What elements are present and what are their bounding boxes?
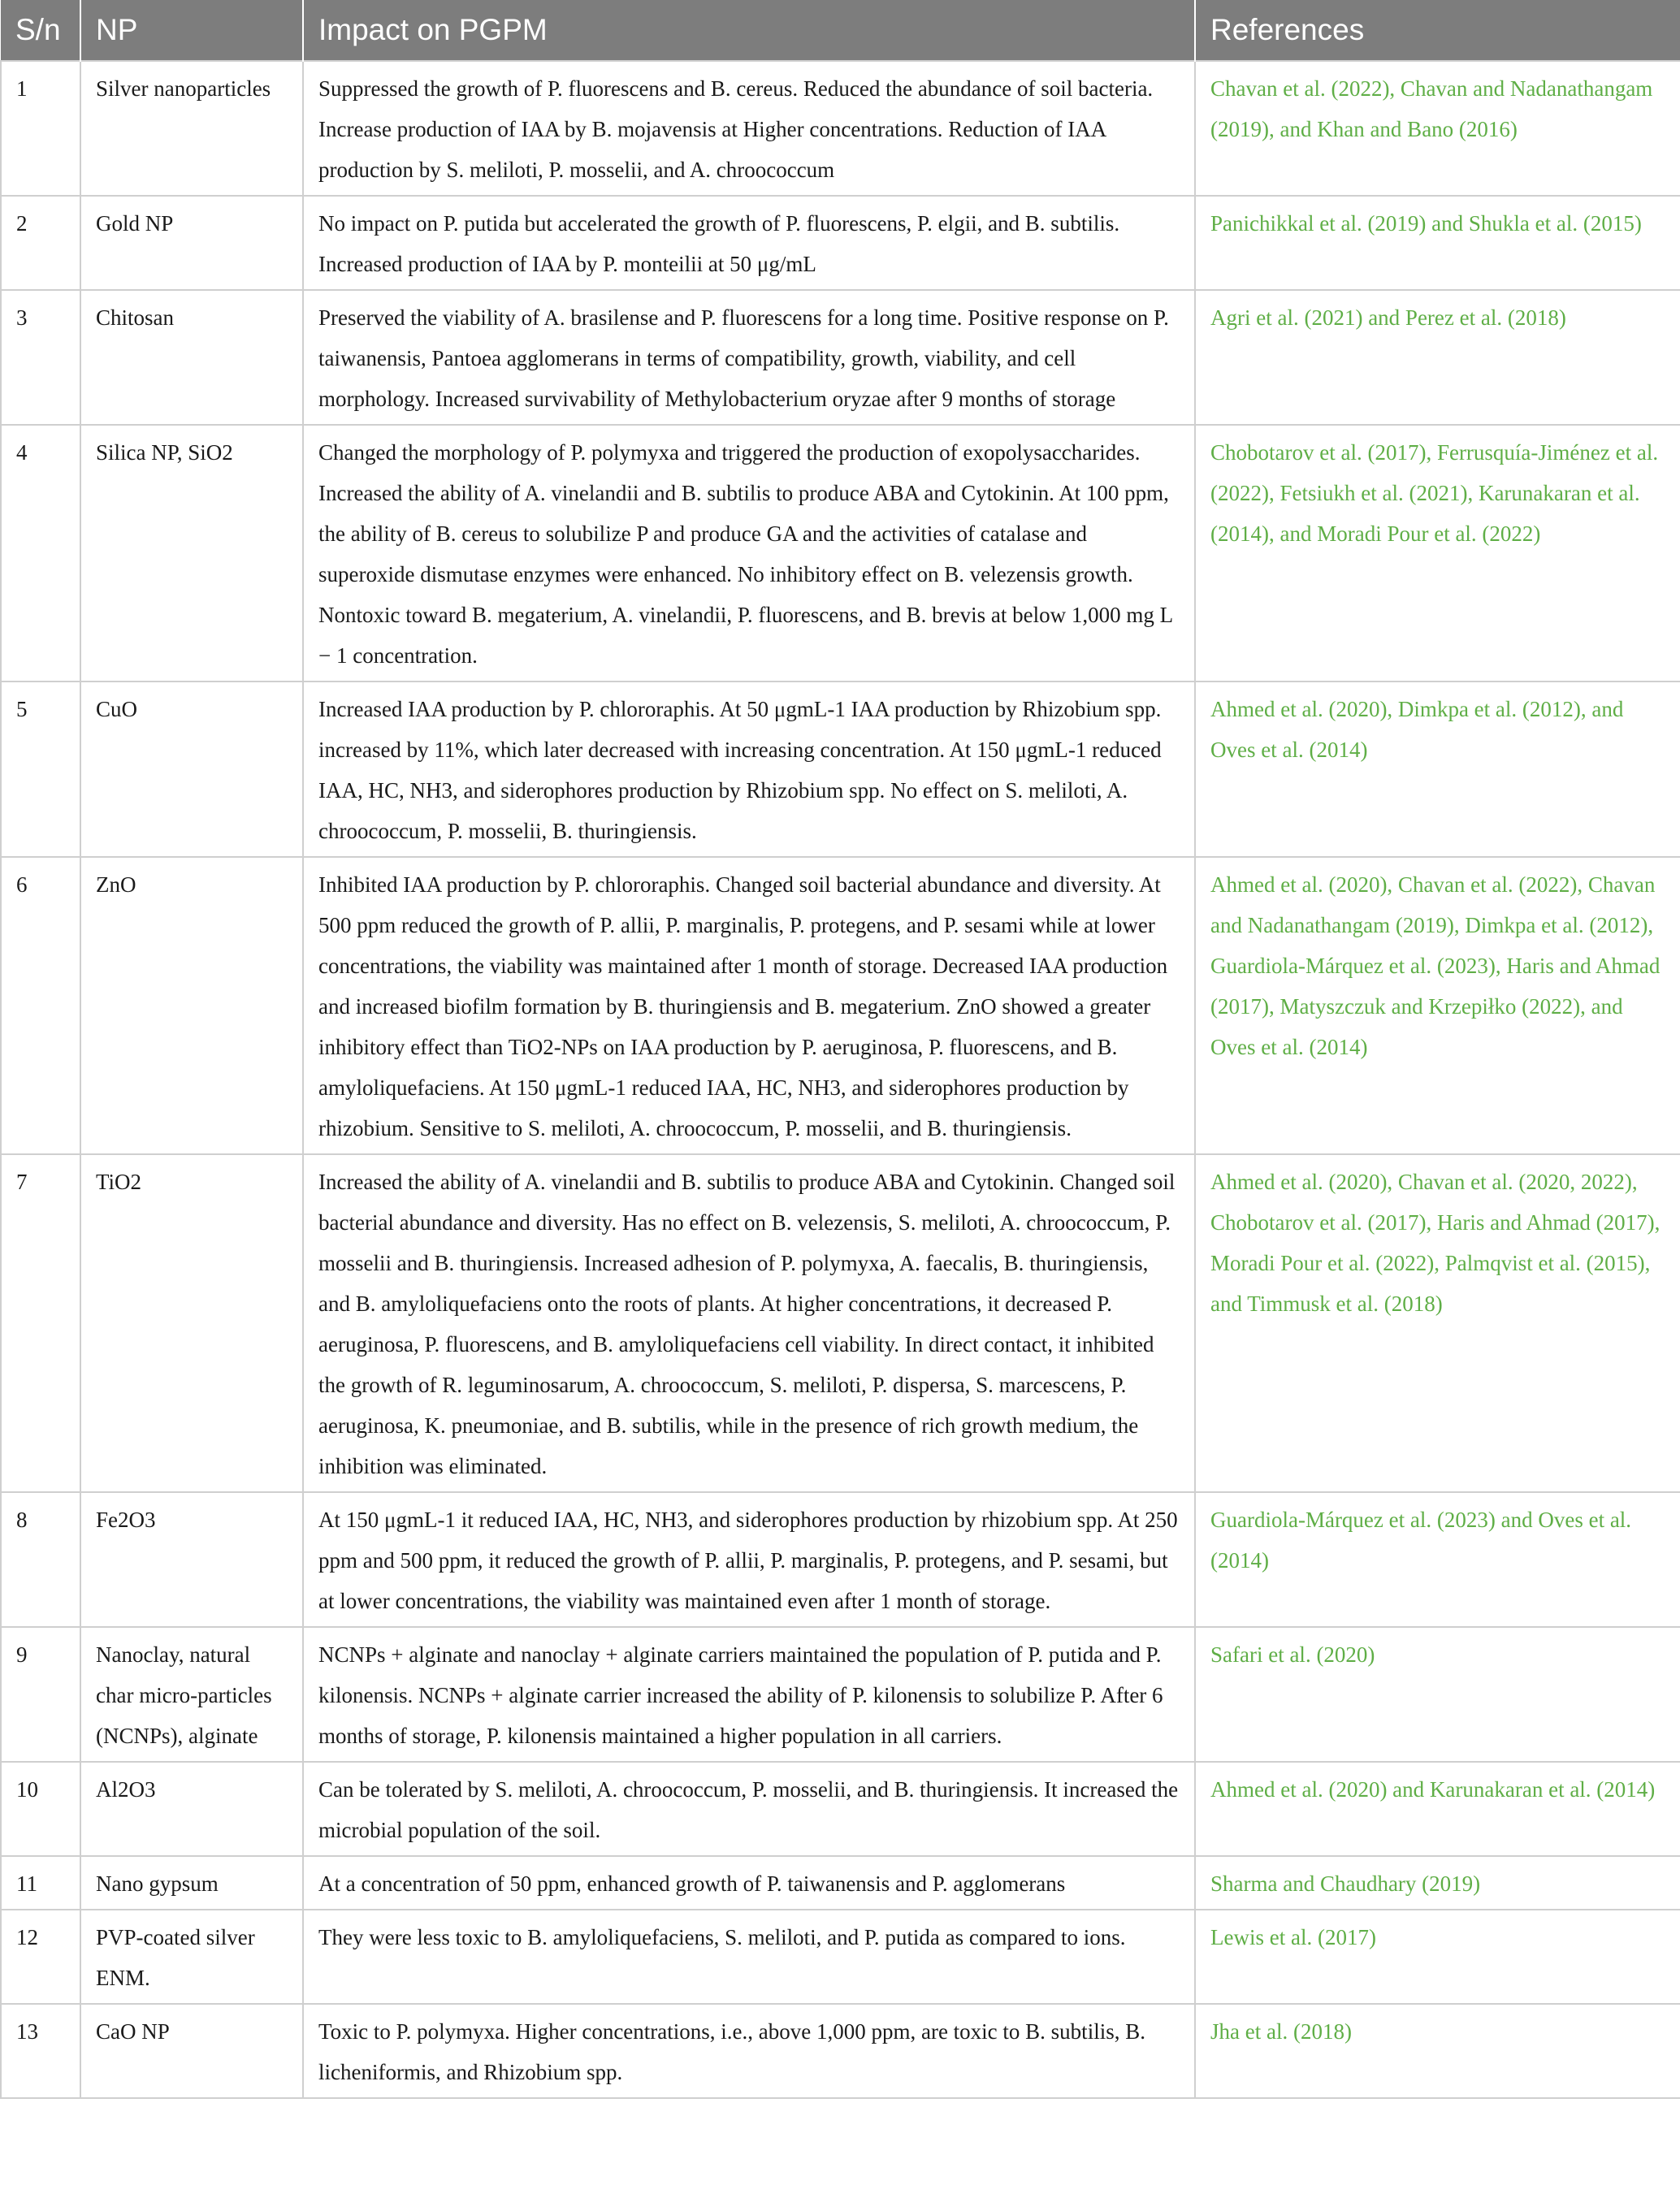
table-row [1, 1856, 1680, 1910]
cell-impact: NCNPs + alginate and nanoclay + alginate carriers maintained the population of P. putida and P. kilonensis. NCNPs + alginate carrier increased the ability of P. kilonensis to solubilize P. After 6 months of storage, P. kilonensis maintained a higher population in all carriers. [303, 1627, 1195, 1762]
cell-np: Al2O3 [80, 1762, 303, 1856]
table-row [1, 1154, 1680, 1492]
table-row [1, 2004, 1680, 2098]
cell-references[interactable]: Agri et al. (2021) and Perez et al. (2018) [1195, 290, 1680, 425]
table-row [1, 425, 1680, 681]
cell-sn: 11 [1, 1856, 80, 1910]
table-row [1, 1492, 1680, 1627]
cell-impact: No impact on P. putida but accelerated the growth of P. fluorescens, P. elgii, and B. subtilis. Increased production of IAA by P. monteilii at 50 μg/mL [303, 196, 1195, 290]
table-row [1, 1627, 1680, 1762]
cell-np: ZnO [80, 857, 303, 1154]
cell-sn: 13 [1, 2004, 80, 2098]
cell-np: TiO2 [80, 1154, 303, 1492]
cell-references[interactable]: Ahmed et al. (2020), Chavan et al. (2022), Chavan and Nadanathangam (2019), Dimkpa et al. (2012), Guardiola-Márquez et al. (2023), Haris and Ahmad (2017), Matyszczuk and Krzepiłko (2022), and Oves et al. (2014) [1195, 857, 1680, 1154]
cell-impact: Inhibited IAA production by P. chlororaphis. Changed soil bacterial abundance and diversity. At 500 ppm reduced the growth of P. allii, P. marginalis, P. protegens, and P. sesami while at lower concentrations, the viability was maintained after 1 month of storage. Decreased IAA production and increased biofilm formation by B. thuringiensis and B. megaterium. ZnO showed a greater inhibitory effect than TiO2-NPs on IAA production by P. aeruginosa, P. fluorescens, and B. amyloliquefaciens. At 150 μgmL-1 reduced IAA, HC, NH3, and siderophores production by rhizobium. Sensitive to S. meliloti, A. chroococcum, P. mosselii, and B. thuringiensis. [303, 857, 1195, 1154]
cell-sn: 3 [1, 290, 80, 425]
cell-np: Chitosan [80, 290, 303, 425]
cell-impact: Suppressed the growth of P. fluorescens and B. cereus. Reduced the abundance of soil bacteria. Increase production of IAA by B. mojavensis at Higher concentrations. Reduction of IAA production by S. meliloti, P. mosselii, and A. chroococcum [303, 61, 1195, 196]
cell-references[interactable]: Guardiola-Márquez et al. (2023) and Oves et al. (2014) [1195, 1492, 1680, 1627]
cell-np: Gold NP [80, 196, 303, 290]
cell-sn: 9 [1, 1627, 80, 1762]
table-row [1, 681, 1680, 857]
cell-impact: They were less toxic to B. amyloliquefaciens, S. meliloti, and P. putida as compared to ions. [303, 1910, 1195, 2004]
table-row [1, 196, 1680, 290]
header-np: NP [80, 0, 303, 61]
cell-np: CaO NP [80, 2004, 303, 2098]
cell-impact: Can be tolerated by S. meliloti, A. chroococcum, P. mosselii, and B. thuringiensis. It increased the microbial population of the soil. [303, 1762, 1195, 1856]
cell-references[interactable]: Chavan et al. (2022), Chavan and Nadanathangam (2019), and Khan and Bano (2016) [1195, 61, 1680, 196]
cell-sn: 4 [1, 425, 80, 681]
cell-np: CuO [80, 681, 303, 857]
table-header-row [1, 0, 1680, 61]
cell-references[interactable]: Panichikkal et al. (2019) and Shukla et al. (2015) [1195, 196, 1680, 290]
cell-references[interactable]: Safari et al. (2020) [1195, 1627, 1680, 1762]
table-row [1, 857, 1680, 1154]
cell-sn: 10 [1, 1762, 80, 1856]
table-row [1, 290, 1680, 425]
cell-sn: 12 [1, 1910, 80, 2004]
cell-sn: 5 [1, 681, 80, 857]
cell-impact: Toxic to P. polymyxa. Higher concentrations, i.e., above 1,000 ppm, are toxic to B. subtilis, B. licheniformis, and Rhizobium spp. [303, 2004, 1195, 2098]
cell-sn: 7 [1, 1154, 80, 1492]
cell-impact: Increased the ability of A. vinelandii and B. subtilis to produce ABA and Cytokinin. Changed soil bacterial abundance and diversity. Has no effect on B. velezensis, S. meliloti, A. chroococcum, P. mosselii and B. thuringiensis. Increased adhesion of P. polymyxa, A. faecalis, B. thuringiensis, and B. amyloliquefaciens onto the roots of plants. At higher concentrations, it decreased P. aeruginosa, P. fluorescens, and B. amyloliquefaciens cell viability. In direct contact, it inhibited the growth of R. leguminosarum, A. chroococcum, S. meliloti, P. dispersa, S. marcescens, P. aeruginosa, K. pneumoniae, and B. subtilis, while in the presence of rich growth medium, the inhibition was eliminated. [303, 1154, 1195, 1492]
cell-impact: Increased IAA production by P. chlororaphis. At 50 μgmL-1 IAA production by Rhizobium spp. increased by 11%, which later decreased with increasing concentration. At 150 μgmL-1 reduced IAA, HC, NH3, and siderophores production by Rhizobium spp. No effect on S. meliloti, A. chroococcum, P. mosselii, B. thuringiensis. [303, 681, 1195, 857]
cell-impact: Preserved the viability of A. brasilense and P. fluorescens for a long time. Positive response on P. taiwanensis, Pantoea agglomerans in terms of compatibility, growth, viability, and cell morphology. Increased survivability of Methylobacterium oryzae after 9 months of storage [303, 290, 1195, 425]
cell-np: Silver nanoparticles [80, 61, 303, 196]
cell-impact: At a concentration of 50 ppm, enhanced growth of P. taiwanensis and P. agglomerans [303, 1856, 1195, 1910]
cell-impact: At 150 μgmL-1 it reduced IAA, HC, NH3, and siderophores production by rhizobium spp. At 250 ppm and 500 ppm, it reduced the growth of P. allii, P. marginalis, P. protegens, and P. sesami, but at lower concentrations, the viability was maintained even after 1 month of storage. [303, 1492, 1195, 1627]
table-row [1, 1910, 1680, 2004]
cell-references[interactable]: Lewis et al. (2017) [1195, 1910, 1680, 2004]
cell-sn: 6 [1, 857, 80, 1154]
cell-references[interactable]: Jha et al. (2018) [1195, 2004, 1680, 2098]
cell-impact: Changed the morphology of P. polymyxa and triggered the production of exopolysaccharides. Increased the ability of A. vinelandii and B. subtilis to produce ABA and Cytokinin. At 100 ppm, the ability of B. cereus to solubilize P and produce GA and the activities of catalase and superoxide dismutase enzymes were enhanced. No inhibitory effect on B. velezensis growth. Nontoxic toward B. megaterium, A. vinelandii, P. fluorescens, and B. brevis at below 1,000 mg L − 1 concentration. [303, 425, 1195, 681]
cell-references[interactable]: Ahmed et al. (2020) and Karunakaran et al. (2014) [1195, 1762, 1680, 1856]
header-sn: S/n [1, 0, 80, 61]
cell-sn: 2 [1, 196, 80, 290]
table-row [1, 61, 1680, 196]
cell-references[interactable]: Chobotarov et al. (2017), Ferrusquía-Jiménez et al. (2022), Fetsiukh et al. (2021), Karunakaran et al. (2014), and Moradi Pour et al. (2022) [1195, 425, 1680, 681]
cell-np: Silica NP, SiO2 [80, 425, 303, 681]
cell-references[interactable]: Ahmed et al. (2020), Chavan et al. (2020, 2022), Chobotarov et al. (2017), Haris and Ahmad (2017), Moradi Pour et al. (2022), Palmqvist et al. (2015), and Timmusk et al. (2018) [1195, 1154, 1680, 1492]
cell-sn: 8 [1, 1492, 80, 1627]
header-references: References [1195, 0, 1680, 61]
cell-references[interactable]: Sharma and Chaudhary (2019) [1195, 1856, 1680, 1910]
cell-references[interactable]: Ahmed et al. (2020), Dimkpa et al. (2012), and Oves et al. (2014) [1195, 681, 1680, 857]
cell-np: PVP-coated silver ENM. [80, 1910, 303, 2004]
cell-np: Nanoclay, natural char micro-particles (NCNPs), alginate [80, 1627, 303, 1762]
cell-np: Nano gypsum [80, 1856, 303, 1910]
cell-sn: 1 [1, 61, 80, 196]
header-impact: Impact on PGPM [303, 0, 1195, 61]
cell-np: Fe2O3 [80, 1492, 303, 1627]
table-row [1, 1762, 1680, 1856]
